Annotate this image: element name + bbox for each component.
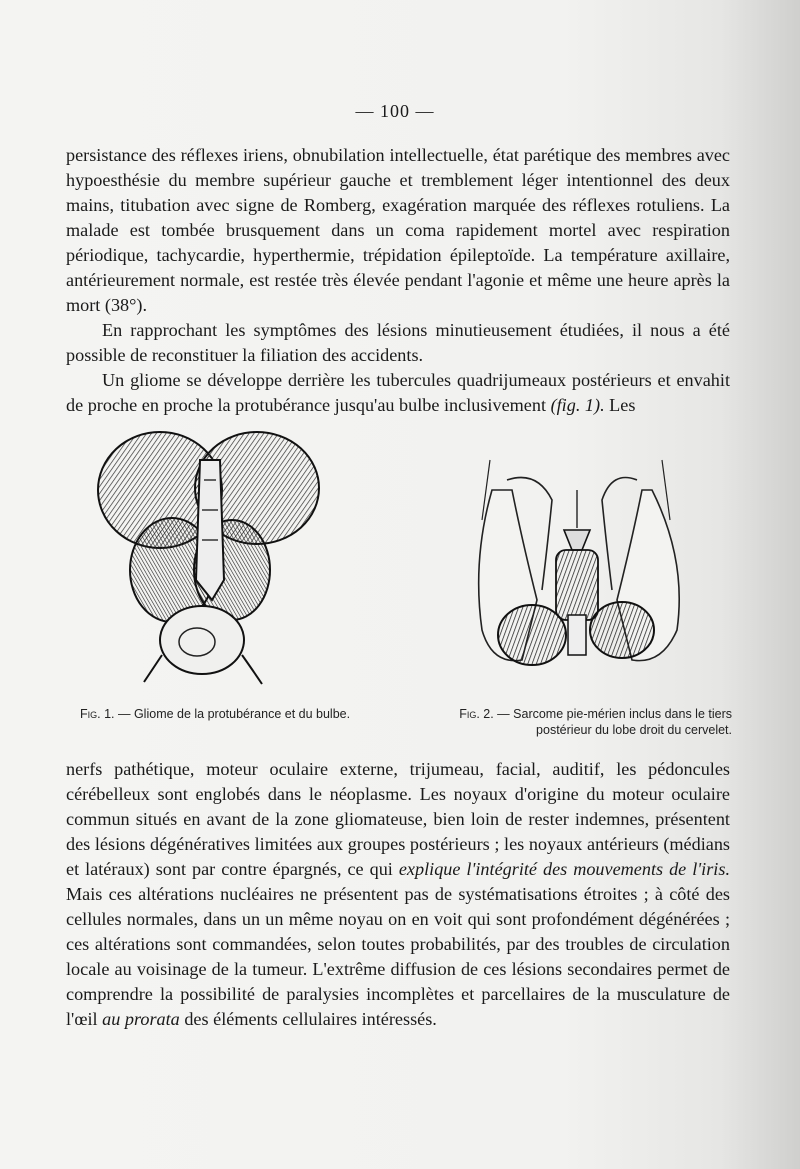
text-block-top <box>66 143 730 418</box>
figure-2-cerebellum-illustration <box>452 450 702 705</box>
nerves-text: nerfs pathétique, moteur oculaire externe, trijumeau, facial, auditif, les pédoncules cérébelleux sont englobés dans le néoplasme. Les noyaux d'origine du moteur oculaire commun situés en avant de la zone gliomateuse, bien loin de rester indemnes, présentent des lésions dégénératives limitées aux groupes postérieurs ; les noyaux antérieurs (médians et latéraux) sont par contre épargnés, ce qui <box>66 759 730 879</box>
closing-text: des éléments cellulaires intéressés. <box>179 1009 437 1029</box>
figure-2-caption-text: — Sarcome pie-mérien inclus dans le tiers postérieur du lobe droit du cervelet. <box>493 707 732 737</box>
paragraph-reconstitution: En rapprochant les symptômes des lésions minutieusement étudiées, il nous a été possible de reconstituer la filiation des accidents. <box>66 320 730 365</box>
glioma-text: Un gliome se développe derrière les tubercules quadrijumeaux postérieurs et envahit de proche en proche la protubérance jusqu'au bulbe inclusivement <box>66 370 730 415</box>
figure-2-caption <box>412 706 732 738</box>
figure-reference: (fig. 1). <box>550 395 605 415</box>
figure-1-caption <box>80 706 410 722</box>
iris-emphasis: explique l'intégrité des mouvements de l'iris. <box>398 859 730 879</box>
prorata-emphasis: au prorata <box>102 1009 180 1029</box>
paragraph-glioma <box>66 368 730 418</box>
glioma-text-end: Les <box>604 395 636 415</box>
text-block-bottom <box>66 757 730 1032</box>
figure-2-label: Fig. 2. <box>459 707 494 721</box>
figure-1-label: Fig. 1. <box>80 707 115 721</box>
paragraph-nerves <box>66 757 730 1032</box>
page-number: — 100 — <box>355 101 435 121</box>
paragraph-symptoms: persistance des réflexes iriens, obnubilation intellectuelle, état parétique des membres avec hypoesthésie du membre supérieur gauche et tremblement léger intentionnel des deux mains, titubation avec signe de Romberg, exagération marquée des réflexes rotuliens. La malade est tombée brusquement dans un coma rapidement mortel avec respiration périodique, tachycardie, hyperthermie, trépidation épileptoïde. La température axillaire, antérieurement normale, est restée très élevée pendant l'agonie et même une heure après la mort (38°). <box>66 145 730 315</box>
alterations-text: Mais ces altérations nucléaires ne présentent pas de systématisations étroites ; à côté des cellules normales, dans un un même noyau on en voit qui sont profondément dégénérées ; ces altérations sont commandées, selon toutes probabilités, par des troubles de circulation locale au voisinage de la tumeur. L'extrême diffusion de ces lésions secondaires permet de comprendre la possibilité de paralysies incomplètes et parcellaires de la musculature de l'œil <box>66 884 730 1029</box>
figure-1-brainstem-illustration <box>92 420 332 700</box>
figure-1-caption-text: — Gliome de la protubérance et du bulbe. <box>114 707 351 721</box>
